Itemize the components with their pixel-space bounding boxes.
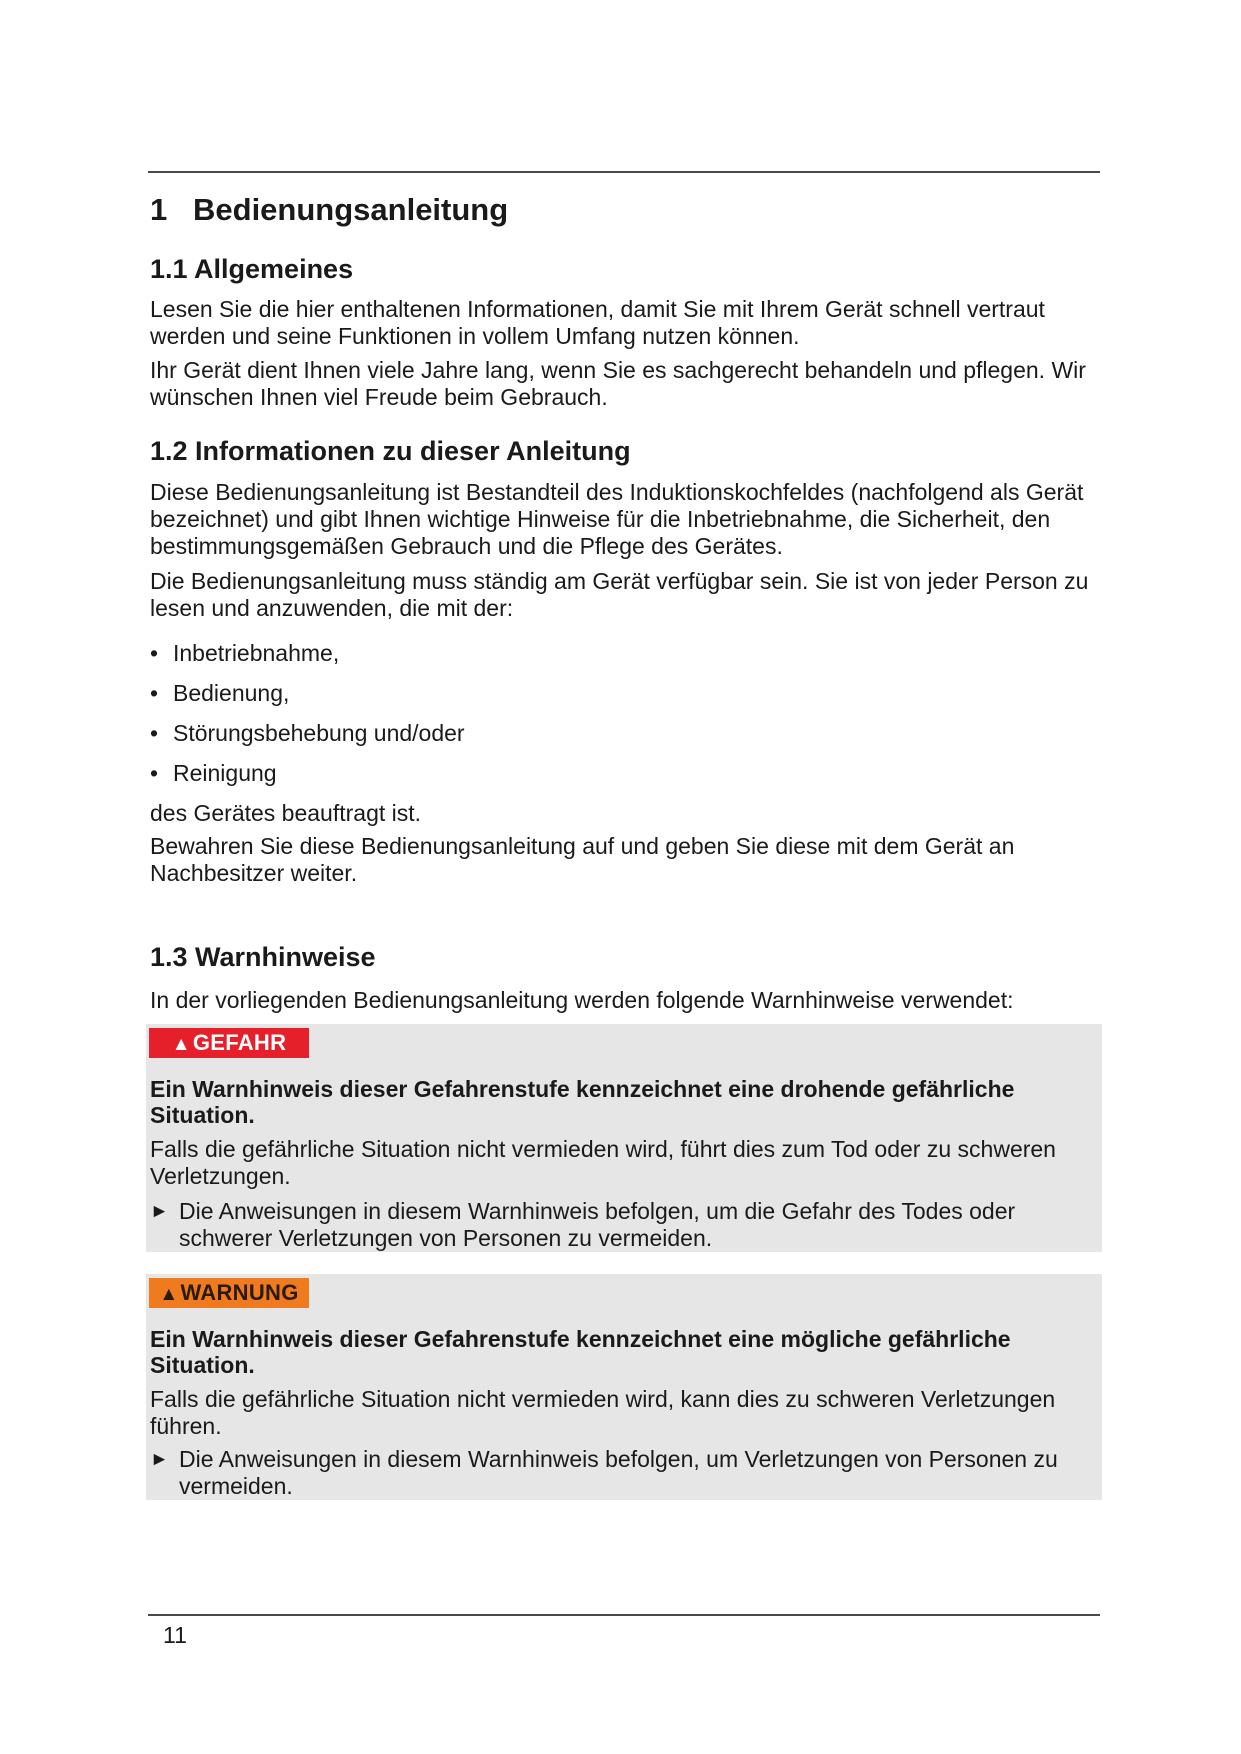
footer-rule: [148, 1614, 1100, 1616]
warning-step-text: Die Anweisungen in diesem Warnhinweis befolgen, um die Gefahr des Todes oder schwerer Verletzungen von Personen zu vermeiden.: [179, 1198, 1016, 1251]
section-heading: 1.3 Warnhinweise: [150, 942, 376, 972]
danger-badge: [149, 1028, 309, 1058]
paragraph-text: In der vorliegenden Bedienungsanleitung werden folgende Warnhinweise verwendet:: [150, 987, 1014, 1013]
paragraph: [150, 833, 1050, 887]
list-item: • Inbetriebnahme,: [150, 640, 465, 680]
page-number: 11: [163, 1622, 187, 1648]
paragraph-text: Ihr Gerät dient Ihnen viele Jahre lang, wenn Sie es sachgerecht behandeln und pflegen. Wir wünschen Ihnen viel Freude beim Gebrauch.: [150, 357, 1086, 410]
paragraph: [150, 987, 1100, 1014]
section-allgemeines: [150, 254, 1100, 285]
warning-title: Ein Warnhinweis dieser Gefahrenstufe kennzeichnet eine drohende gefährliche Situation.: [150, 1076, 1015, 1128]
list-item: • Bedienung,: [150, 680, 465, 720]
paragraph: [150, 800, 1100, 827]
header-rule: [148, 171, 1100, 173]
list-item: • Reinigung: [150, 760, 465, 800]
badge-label: GEFAHR: [192, 1030, 287, 1055]
section-informationen: [150, 436, 1100, 467]
section-heading: 1.1 Allgemeines: [150, 254, 354, 284]
list-item: • Störungsbehebung und/oder: [150, 720, 465, 760]
warning-badge: [149, 1278, 309, 1308]
warning-text: Falls die gefährliche Situation nicht vermieden wird, kann dies zu schweren Verletzungen führen.: [150, 1386, 1056, 1439]
paragraph-text: des Gerätes beauftragt ist.: [150, 800, 422, 826]
chapter-number: 1: [150, 192, 168, 227]
chapter-title: [150, 192, 508, 228]
paragraph: [150, 296, 1090, 350]
paragraph: [150, 357, 1090, 411]
paragraph-text: Lesen Sie die hier enthaltenen Informationen, damit Sie mit Ihrem Gerät schnell vertraut werden und seine Funktionen in vollem Umfang nutzen können.: [150, 296, 1045, 349]
warning-title: Ein Warnhinweis dieser Gefahrenstufe kennzeichnet eine mögliche gefährliche Situation.: [150, 1326, 1011, 1378]
bullet-list: [150, 640, 465, 800]
warning-step-text: Die Anweisungen in diesem Warnhinweis befolgen, um Verletzungen von Personen zu vermeiden.: [179, 1446, 1058, 1499]
warning-step: [150, 1446, 1090, 1500]
warning-warning-box: [146, 1274, 1102, 1500]
chapter-title-text: Bedienungsanleitung: [193, 192, 509, 227]
paragraph-text: Diese Bedienungsanleitung ist Bestandteil des Induktionskochfeldes (nachfolgend als Gerät bezeichnet) und gibt Ihnen wichtige Hinweise für die Inbetriebnahme, die Sicherheit, den bestimmungsgemäßen Gebrauch und die Pflege des Gerätes.: [150, 479, 1084, 559]
arrow-right-icon: ►: [150, 1449, 169, 1470]
paragraph: [150, 568, 1090, 622]
section-warnhinweise: [150, 942, 1100, 973]
paragraph: [150, 479, 1100, 560]
warning-triangle-icon: ▲: [159, 1284, 179, 1305]
warning-text: Falls die gefährliche Situation nicht vermieden wird, führt dies zum Tod oder zu schweren Verletzungen.: [150, 1136, 1056, 1189]
warning-triangle-icon: ▲: [171, 1034, 191, 1055]
section-heading: 1.2 Informationen zu dieser Anleitung: [150, 436, 631, 466]
danger-warning-box: [146, 1024, 1102, 1252]
paragraph-text: Die Bedienungsanleitung muss ständig am Gerät verfügbar sein. Sie ist von jeder Person zu lesen und anzuwenden, die mit der:: [150, 568, 1089, 621]
paragraph-text: Bewahren Sie diese Bedienungsanleitung auf und geben Sie diese mit dem Gerät an Nachbesitzer weiter.: [150, 833, 1015, 886]
arrow-right-icon: ►: [150, 1201, 169, 1222]
warning-step: [150, 1198, 1090, 1252]
badge-label: WARNUNG: [180, 1280, 299, 1305]
